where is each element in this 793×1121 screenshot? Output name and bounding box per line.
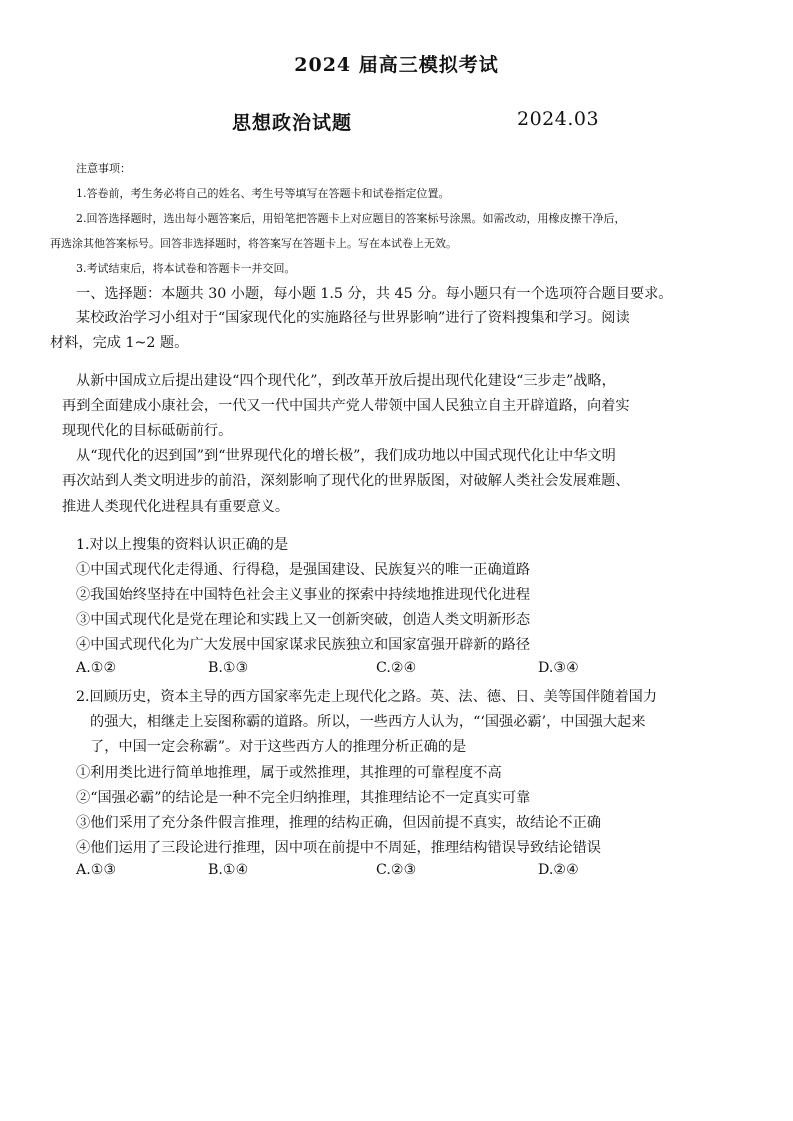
q1-option-d: D.③④ [538,660,579,676]
material-p2-line-1: 从“现代化的迟到国”到“世界现代化的增长极”，我们成功地以中国式现代化让中华文明 [76,448,616,464]
section-heading: 一、选择题：本题共 30 小题，每小题 1.5 分，共 45 分。每小题只有一个选项符合题目要求。 [76,286,673,302]
q1-statement-2: ②我国始终坚持在中国特色社会主义事业的探索中持续地推进现代化进程 [76,587,531,603]
q2-statement-4: ④他们运用了三段论进行推理，因中项在前提中不周延，推理结构错误导致结论错误 [76,840,601,856]
q1-option-c: C.②④ [376,660,417,676]
note-item-1: 1.答卷前，考生务必将自己的姓名、考生号等填写在答题卡和试卷指定位置。 [76,187,450,200]
q2-statement-3: ③他们采用了充分条件假言推理，推理的结构正确，但因前提不真实，故结论不正确 [76,815,601,831]
q2-stem-line-2: 的强大，相继走上妄图称霸的道路。所以，一些西方人认为，“‘国强必霸’，中国强大起来 [90,714,646,730]
q2-statement-2: ②“国强必霸”的结论是一种不完全归纳推理，其推理结论不一定真实可靠 [76,790,531,806]
q2-statement-1: ①利用类比进行简单地推理，属于或然推理，其推理的可靠程度不高 [76,765,502,781]
notes-heading: 注意事项： [76,162,131,175]
q1-stem: 1.对以上搜集的资料认识正确的是 [76,537,289,553]
q2-option-d: D.②④ [538,862,579,878]
note-item-2-line-2: 再选涂其他答案标号。回答非选择题时，将答案写在答题卡上。写在本试卷上无效。 [50,237,457,250]
q2-option-b: B.①④ [208,862,249,878]
note-item-2-line-1: 2.回答选择题时，选出每小题答案后，用铅笔把答题卡上对应题目的答案标号涂黑。如需改动，用橡皮擦干净后， [76,212,626,225]
q1-statement-3: ③中国式现代化是党在理论和实践上又一创新突破，创造人类文明新形态 [76,612,531,628]
material-p1-line-3: 现现代化的目标砥砺前行。 [62,423,233,439]
q1-option-b: B.①③ [208,660,249,676]
material-p2-line-2: 再次站到人类文明进步的前沿，深刻影响了现代化的世界版图，对破解人类社会发展难题、 [62,473,630,489]
exam-subtitle: 思想政治试题 [232,112,353,134]
q1-statement-4: ④中国式现代化为广大发展中国家谋求民族独立和国家富强开辟新的路径 [76,637,531,653]
exam-date: 2024.03 [517,108,600,130]
material-p1-line-2: 再到全面建成小康社会，一代又一代中国共产党人带领中国人民独立自主开辟道路，向着实 [62,398,630,414]
q1-statement-1: ①中国式现代化走得通、行得稳，是强国建设、民族复兴的唯一正确道路 [76,562,531,578]
material-p1-line-1: 从新中国成立后提出建设“四个现代化”，到改革开放后提出现代化建设“三步走”战略， [76,373,616,389]
q1-option-a: A.①② [76,660,117,676]
q2-option-c: C.②③ [376,862,417,878]
q2-stem-line-3: 了，中国一定会称霸”。对于这些西方人的推理分析正确的是 [90,739,467,755]
note-item-3: 3.考试结束后，将本试卷和答题卡一并交回。 [76,262,296,275]
q2-option-a: A.①③ [76,862,117,878]
section-intro-line-1: 某校政治学习小组对于“国家现代化的实施路径与世界影响”进行了资料搜集和学习。阅读 [76,310,630,326]
exam-title: 2024 届高三模拟考试 [294,54,499,76]
section-intro-line-2: 材料，完成 1~2 题。 [50,335,189,351]
q2-stem-line-1: 2.回顾历史，资本主导的西方国家率先走上现代化之路。英、法、德、日、美等国伴随着国力 [76,689,658,705]
material-p2-line-3: 推进人类现代化进程具有重要意义。 [62,499,290,515]
